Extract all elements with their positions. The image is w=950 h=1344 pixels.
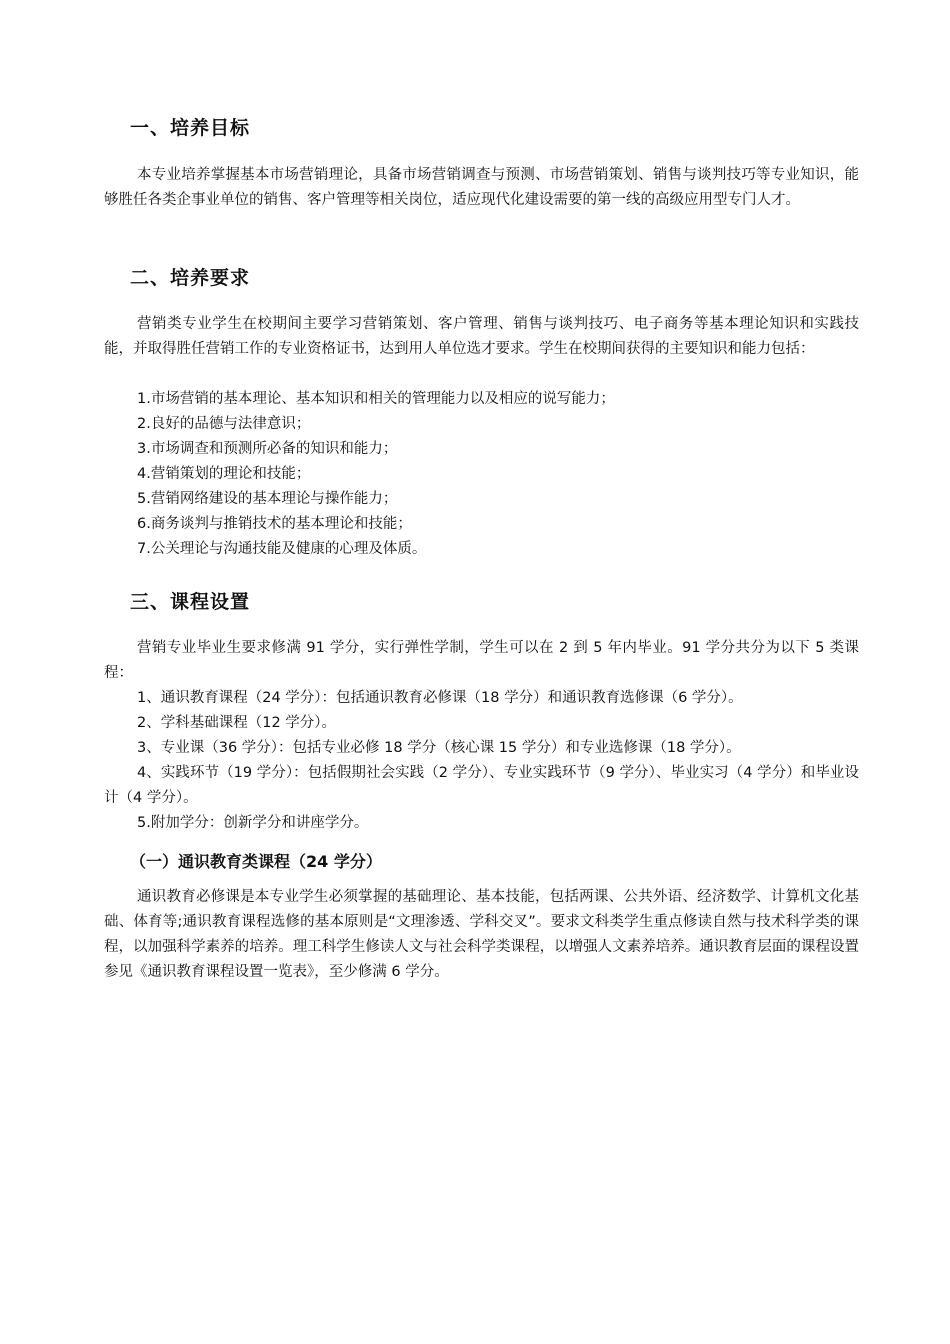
section-heading-training-requirements: 二、培养要求 xyxy=(130,267,251,289)
curriculum-item: 4、实践环节（19 学分）：包括假期社会实践（2 学分）、专业实践环节（9 学分）、毕业实习（4 学分）和毕业设计（4 学分）。 xyxy=(104,765,859,806)
curriculum-intro: 营销专业毕业生要求修满 91 学分，实行弹性学制，学生可以在 2 到 5 年内毕业。91 学分共分为以下 5 类课程： xyxy=(104,640,859,681)
requirement-item: 1.市场营销的基本理论、基本知识和相关的管理能力以及相应的说写能力； xyxy=(137,391,615,407)
section-heading-training-goals: 一、培养目标 xyxy=(130,117,251,139)
requirement-item: 6.商务谈判与推销技术的基本理论和技能； xyxy=(137,516,412,532)
curriculum-item: 5.附加学分：创新学分和讲座学分。 xyxy=(137,815,369,831)
training-goals-paragraph: 本专业培养掌握基本市场营销理论，具备市场营销调查与预测、市场营销策划、销售与谈判技巧等专业知识，能够胜任各类企事业单位的销售、客户管理等相关岗位，适应现代化建设需要的第一线的高级应用型专门人才。 xyxy=(104,167,859,208)
general-education-paragraph: 通识教育必修课是本专业学生必须掌握的基础理论、基本技能，包括两课、公共外语、经济数学、计算机文化基础、体育等;通识教育课程选修的基本原则是“文理渗透、学科交叉”。要求文科类学生重点修读自然与技术科学类的课程，以加强科学素养的培养。理工科学生修读人文与社会科学类课程，以增强人文素养培养。通识教育层面的课程设置参见《通识教育课程设置一览表》，至少修满 6 学分。 xyxy=(104,889,859,980)
training-requirements-intro: 营销类专业学生在校期间主要学习营销策划、客户管理、销售与谈判技巧、电子商务等基本理论知识和实践技能，并取得胜任营销工作的专业资格证书，达到用人单位选才要求。学生在校期间获得的主要知识和能力包括： xyxy=(104,316,859,357)
requirement-item: 4.营销策划的理论和技能； xyxy=(137,466,311,482)
requirement-item: 5.营销网络建设的基本理论与操作能力； xyxy=(137,491,398,507)
curriculum-item: 3、专业课（36 学分）：包括专业必修 18 学分（核心课 15 学分）和专业选修课（18 学分）。 xyxy=(137,740,741,756)
section-heading-curriculum: 三、课程设置 xyxy=(130,591,251,613)
subsection-heading-general-education: （一）通识教育类课程（24 学分） xyxy=(130,852,382,871)
requirement-item: 3.市场调查和预测所必备的知识和能力； xyxy=(137,441,398,457)
curriculum-item: 1、通识教育课程（24 学分）：包括通识教育必修课（18 学分）和通识教育选修课（6 学分）。 xyxy=(137,690,743,706)
requirement-item: 7.公关理论与沟通技能及健康的心理及体质。 xyxy=(137,541,427,557)
requirement-item: 2.良好的品德与法律意识； xyxy=(137,416,311,432)
curriculum-item: 2、学科基础课程（12 学分）。 xyxy=(137,715,337,731)
